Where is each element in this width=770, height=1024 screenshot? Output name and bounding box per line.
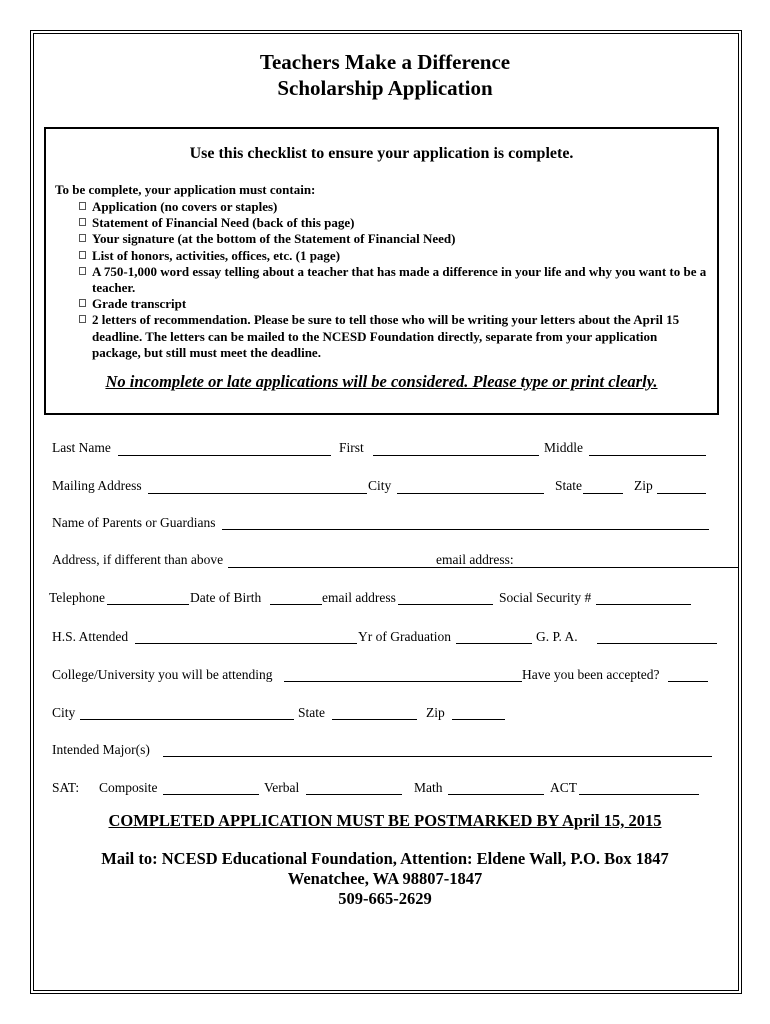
telephone-label: Telephone bbox=[49, 590, 106, 605]
college-zip-label: Zip bbox=[426, 705, 445, 720]
zip-label: Zip bbox=[634, 478, 653, 493]
college-label: College/University you will be attending bbox=[52, 667, 273, 682]
checkbox-icon[interactable] bbox=[79, 218, 86, 226]
major-label: Intended Major(s) bbox=[52, 742, 150, 757]
college-field[interactable] bbox=[284, 681, 522, 682]
sat-label: SAT: bbox=[52, 780, 80, 795]
mailing-address-label: Mailing Address bbox=[52, 478, 142, 493]
major-field[interactable] bbox=[163, 756, 712, 757]
checklist-items bbox=[68, 199, 708, 361]
act-label: ACT bbox=[550, 780, 577, 795]
checklist-warning: No incomplete or late applications will be considered. Please type or print clearly. bbox=[105, 372, 658, 391]
grad-year-field[interactable] bbox=[456, 643, 532, 644]
accepted-field[interactable] bbox=[668, 681, 708, 682]
checklist-item: 2 letters of recommendation. Please be sure to tell those who will be writing your letters about the April 15 deadline. The letters can be mailed to the NCESD Foundation directly, separate from your application package, but still must meet the deadline. bbox=[68, 312, 708, 361]
state-label: State bbox=[555, 478, 582, 493]
grad-year-label: Yr of Graduation bbox=[358, 629, 451, 644]
act-field[interactable] bbox=[579, 794, 699, 795]
hs-attended-label: H.S. Attended bbox=[52, 629, 129, 644]
checkbox-icon[interactable] bbox=[79, 202, 86, 210]
telephone-field[interactable] bbox=[107, 604, 189, 605]
parents-label: Name of Parents or Guardians bbox=[52, 515, 216, 530]
checklist-box bbox=[44, 127, 719, 415]
checklist-intro: To be complete, your application must contain: bbox=[55, 182, 316, 197]
college-zip-field[interactable] bbox=[452, 719, 505, 720]
gpa-field[interactable] bbox=[597, 643, 717, 644]
math-label: Math bbox=[414, 780, 443, 795]
college-city-field[interactable] bbox=[80, 719, 294, 720]
postmark-deadline: COMPLETED APPLICATION MUST BE POSTMARKED BY April 15, 2015 bbox=[108, 811, 662, 830]
email-address-label: email address: bbox=[436, 552, 514, 567]
dob-label: Date of Birth bbox=[190, 590, 262, 605]
accepted-label: Have you been accepted? bbox=[522, 667, 660, 682]
last-name-field[interactable] bbox=[118, 455, 331, 456]
title-line-1: Teachers Make a Difference bbox=[259, 50, 511, 74]
zip-field[interactable] bbox=[657, 493, 706, 494]
checklist-item: Application (no covers or staples) bbox=[68, 199, 708, 215]
college-state-field[interactable] bbox=[332, 719, 417, 720]
checklist-item: Statement of Financial Need (back of this page) bbox=[68, 215, 708, 231]
composite-label: Composite bbox=[99, 780, 158, 795]
email-field[interactable] bbox=[398, 604, 493, 605]
last-name-label: Last Name bbox=[52, 440, 111, 455]
ssn-field[interactable] bbox=[596, 604, 691, 605]
mail-to-line: Mail to: NCESD Educational Foundation, Attention: Eldene Wall, P.O. Box 1847 bbox=[101, 849, 669, 868]
verbal-label: Verbal bbox=[264, 780, 300, 795]
hs-attended-field[interactable] bbox=[135, 643, 357, 644]
dob-field[interactable] bbox=[270, 604, 322, 605]
checkbox-icon[interactable] bbox=[79, 299, 86, 307]
checklist-heading: Use this checklist to ensure your application is complete. bbox=[189, 145, 574, 162]
middle-name-field[interactable] bbox=[589, 455, 706, 456]
title-line-2: Scholarship Application bbox=[277, 76, 493, 100]
city-label: City bbox=[368, 478, 392, 493]
mail-phone-line: 509-665-2629 bbox=[338, 889, 432, 908]
checkbox-icon[interactable] bbox=[79, 267, 86, 275]
verbal-field[interactable] bbox=[306, 794, 402, 795]
college-city-label: City bbox=[52, 705, 76, 720]
middle-name-label: Middle bbox=[544, 440, 583, 455]
city-field[interactable] bbox=[397, 493, 544, 494]
mail-city-line: Wenatchee, WA 98807-1847 bbox=[287, 869, 483, 888]
ssn-label: Social Security # bbox=[499, 590, 592, 605]
parents-field[interactable] bbox=[222, 529, 709, 530]
state-field[interactable] bbox=[583, 493, 623, 494]
checkbox-icon[interactable] bbox=[79, 234, 86, 242]
checklist-item: Grade transcript bbox=[68, 296, 708, 312]
math-field[interactable] bbox=[448, 794, 544, 795]
email-label: email address bbox=[322, 590, 396, 605]
composite-field[interactable] bbox=[163, 794, 259, 795]
gpa-label: G. P. A. bbox=[536, 629, 578, 644]
first-name-field[interactable] bbox=[373, 455, 539, 456]
checklist-item: A 750-1,000 word essay telling about a teacher that has made a difference in your life and why you want to be a teacher. bbox=[68, 264, 708, 296]
college-state-label: State bbox=[298, 705, 325, 720]
checklist-item: List of honors, activities, offices, etc. (1 page) bbox=[68, 248, 708, 264]
mailing-address-field[interactable] bbox=[148, 493, 367, 494]
checklist-item: Your signature (at the bottom of the Statement of Financial Need) bbox=[68, 231, 708, 247]
checkbox-icon[interactable] bbox=[79, 251, 86, 259]
first-name-label: First bbox=[339, 440, 364, 455]
checkbox-icon[interactable] bbox=[79, 315, 86, 323]
alt-address-label: Address, if different than above bbox=[52, 552, 224, 567]
